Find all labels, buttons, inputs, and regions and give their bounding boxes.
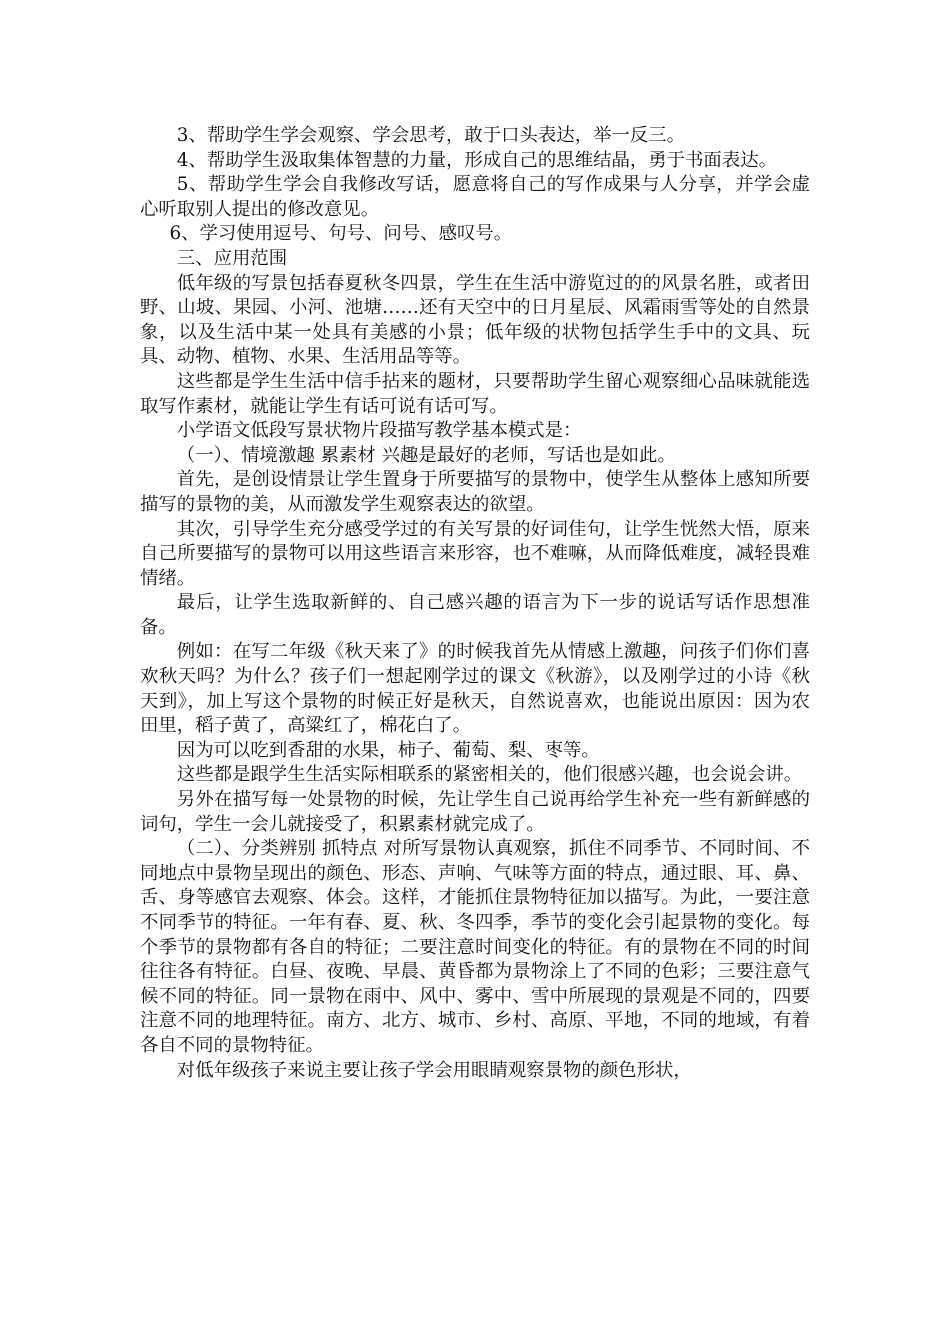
paragraph-last: 最后，让学生选取新鲜的、自己感兴趣的语言为下一步的说话写话作思想准备。 [140,592,810,638]
paragraph-example: 例如：在写二年级《秋天来了》的时候我首先从情感上激趣，问孩子们你们喜欢秋天吗？为什么？孩子们一想起刚学过的课文《秋游》，以及刚学过的小诗《秋天到》，加上写这个景物的时候正好是秋天，自然说喜欢，也能说出原因：因为农田里，稻子黄了，高粱红了，棉花白了。 [140,641,810,737]
paragraph-supplement: 另外在描写每一处景物的时候，先让学生自己说再给学生补充一些有新鲜感的词句，学生一会儿就接受了，积累素材就完成了。 [140,789,810,835]
paragraph-fruits: 因为可以吃到香甜的水果，柿子、葡萄、梨、枣等。 [176,739,600,761]
paragraph-interest: 这些都是跟学生生活实际相联系的紧密相关的，他们很感兴趣，也会说会讲。 [176,764,803,786]
paragraph-goal-3: 3、帮助学生学会观察、学会思考，敢于口头表达，举一反三。 [176,125,686,146]
paragraph-model-intro: 小学语文低段写景状物片段描写教学基本模式是： [176,420,582,442]
paragraph-scope-description: 低年级的写景包括春夏秋冬四景，学生在生活中游览过的的风景名胜，或者田野、山坡、果园、小河、池塘……还有天空中的日月星辰、风霜雨雪等处的自然景象，以及生活中某一处具有美感的小景；低年级的状物包括学生手中的文具、玩具、动物、植物、水果、生活用品等等。 [140,272,810,368]
paragraph-materials: 这些都是学生生活中信手拈来的题材，只要帮助学生留心观察细心品味就能选取写作素材，就能让学生有话可说有话可写。 [140,370,810,417]
paragraph-second: 其次，引导学生充分感受学过的有关写景的好词佳句，让学生恍然大悟，原来自己所要描写的景物可以用这些语言来形容，也不难嘛，从而降低难度，减轻畏难情绪。 [140,518,810,589]
subheading-step-2: （二）、分类辨别 抓特点 对所写景物认真观察，抓住不同季节、不同时间、不同地点中景物呈现出的颜色、形态、声响、气味等方面的特点，通过眼、耳、鼻、舌、身等感官去观察、体会。这样，才能抓住景物特征加以描写。为此，一要注意不同季节的特征。一年有春、夏、秋、冬四季，季节的变化会引起景物的变化。每个季节的景物都有各自的特征；二要注意时间变化的特征。有的景物在不同的时间往往各有特征。白昼、夜晚、早晨、黄昏都为景物涂上了不同的色彩；三要注意气候不同的特征。同一景物在雨中、风中、雾中、雪中所展现的景观是不同的，四要注意不同的地理特征。南方、北方、城市、乡村、高原、平地，不同的地域，有着各自不同的景物特征。 [140,838,810,1056]
paragraph-first: 首先，是创设情景让学生置身于所要描写的景物中，使学生从整体上感知所要描写的景物的美，从而激发学生观察表达的欲望。 [140,469,810,515]
paragraph-observation: 对低年级孩子来说主要让孩子学会用眼睛观察景物的颜色形状， [176,1059,692,1081]
subheading-step-1: （一）、情境激趣 累素材 兴趣是最好的老师，写话也是如此。 [176,444,676,466]
paragraph-goal-5: 5、帮助学生学会自我修改写话，愿意将自己的写作成果与人分享，并学会虚心听取别人提出的修改意见。 [140,174,810,220]
paragraph-goal-6: 6、学习使用逗号、句号、问号、感叹号。 [169,223,513,245]
paragraph-goal-4: 4、帮助学生汲取集体智慧的力量，形成自己的思维结晶，勇于书面表达。 [176,149,777,171]
document-page [140,124,810,1083]
section-heading-scope: 三、应用范围 [176,247,288,269]
